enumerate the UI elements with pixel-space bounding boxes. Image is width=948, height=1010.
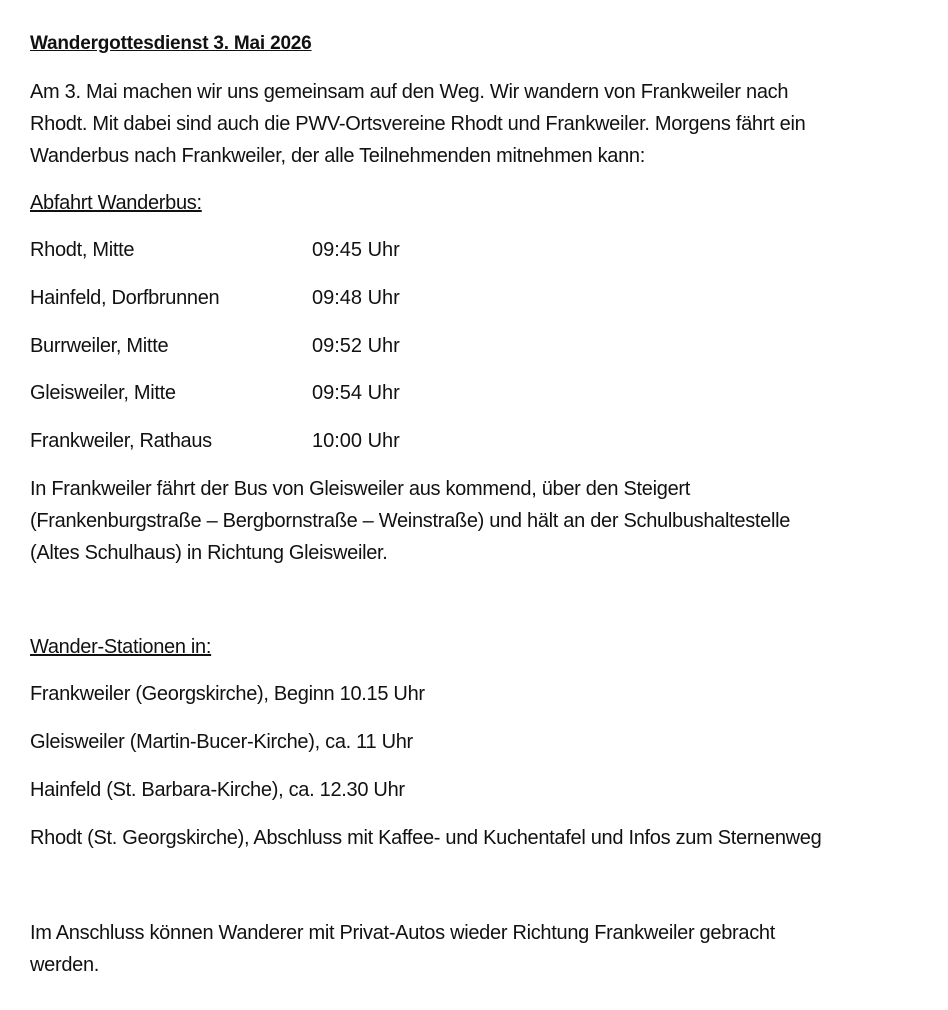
station-item: Hainfeld (St. Barbara-Kirche), ca. 12.30 Uhr	[30, 779, 405, 801]
station-item: Gleisweiler (Martin-Bucer-Kirche), ca. 11 Uhr	[30, 731, 413, 753]
stop-time: 09:45 Uhr	[312, 239, 400, 261]
stop-place: Hainfeld, Dorfbrunnen	[30, 287, 220, 309]
stop-time: 09:52 Uhr	[312, 335, 400, 357]
stop-time: 09:54 Uhr	[312, 382, 400, 404]
stop-place: Rhodt, Mitte	[30, 239, 135, 261]
stop-place: Burrweiler, Mitte	[30, 335, 169, 357]
stop-place: Gleisweiler, Mitte	[30, 382, 176, 404]
intro-line: Rhodt. Mit dabei sind auch die PWV-Ortsvereine Rhodt und Frankweiler. Morgens fährt ein	[30, 113, 806, 135]
document-title: Wandergottesdienst 3. Mai 2026	[30, 33, 312, 54]
closing-line: werden.	[30, 954, 100, 976]
station-item: Frankweiler (Georgskirche), Beginn 10.15 Uhr	[30, 683, 425, 705]
route-note-line: (Frankenburgstraße – Bergbornstraße – Weinstraße) und hält an der Schulbushaltestelle	[30, 510, 791, 532]
route-note-line: (Altes Schulhaus) in Richtung Gleisweiler.	[30, 542, 388, 564]
closing-line: Im Anschluss können Wanderer mit Privat-Autos wieder Richtung Frankweiler gebracht	[30, 922, 775, 944]
intro-line: Wanderbus nach Frankweiler, der alle Teilnehmenden mitnehmen kann:	[30, 145, 646, 167]
station-item: Rhodt (St. Georgskirche), Abschluss mit Kaffee- und Kuchentafel und Infos zum Sternenweg	[30, 827, 822, 849]
intro-line: Am 3. Mai machen wir uns gemeinsam auf den Weg. Wir wandern von Frankweiler nach	[30, 81, 789, 103]
bus-heading: Abfahrt Wanderbus:	[30, 192, 202, 214]
stop-time: 10:00 Uhr	[312, 430, 400, 452]
route-note-line: In Frankweiler fährt der Bus von Gleisweiler aus kommend, über den Steigert	[30, 478, 691, 500]
stations-heading: Wander-Stationen in:	[30, 636, 212, 658]
stop-place: Frankweiler, Rathaus	[30, 430, 212, 452]
stop-time: 09:48 Uhr	[312, 287, 400, 309]
